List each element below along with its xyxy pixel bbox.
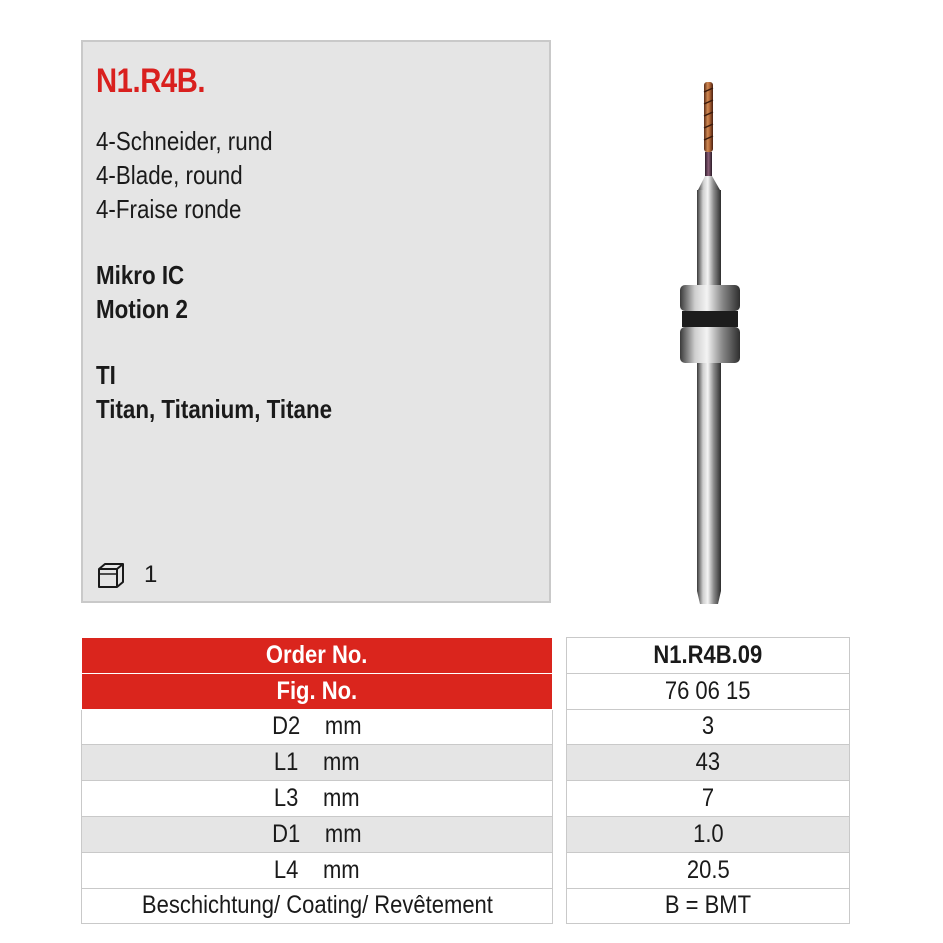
param-value-l1: 43 xyxy=(567,745,850,781)
product-code-title: N1.R4B. xyxy=(96,62,206,100)
param-label-d2: D2 mm xyxy=(82,709,553,745)
spec-values-table xyxy=(566,637,850,924)
material-list xyxy=(96,358,536,426)
machine-list xyxy=(96,258,536,326)
coating-value: B = BMT xyxy=(567,888,850,924)
coating-label: Beschichtung/ Coating/ Revêtement xyxy=(82,888,553,924)
order-no-label: Order No. xyxy=(82,638,553,674)
param-label-l3: L3 mm xyxy=(82,781,553,817)
param-value-l4: 20.5 xyxy=(567,852,850,888)
milling-tool-image xyxy=(660,78,760,608)
param-value-l3: 7 xyxy=(567,781,850,817)
param-label-l4: L4 mm xyxy=(82,852,553,888)
material-code: TI xyxy=(96,360,116,390)
description-de: 4-Schneider, rund xyxy=(96,126,273,156)
param-value-d2: 3 xyxy=(567,709,850,745)
order-no-value: N1.R4B.09 xyxy=(567,638,850,674)
fig-no-label: Fig. No. xyxy=(82,673,553,709)
material-names: Titan, Titanium, Titane xyxy=(96,394,333,424)
description-fr: 4-Fraise ronde xyxy=(96,194,242,224)
fig-no-value: 76 06 15 xyxy=(567,673,850,709)
spec-labels-table xyxy=(81,637,553,924)
param-label-d1: D1 mm xyxy=(82,816,553,852)
description-en: 4-Blade, round xyxy=(96,160,243,190)
pack-quantity-value: 1 xyxy=(144,561,158,588)
pack-quantity xyxy=(96,560,157,590)
machine-item: Mikro IC xyxy=(96,260,185,290)
description-list xyxy=(96,124,536,226)
machine-item: Motion 2 xyxy=(96,294,188,324)
param-value-d1: 1.0 xyxy=(567,816,850,852)
product-info-card xyxy=(81,40,551,603)
param-label-l1: L1 mm xyxy=(82,745,553,781)
package-box-icon xyxy=(96,560,126,590)
